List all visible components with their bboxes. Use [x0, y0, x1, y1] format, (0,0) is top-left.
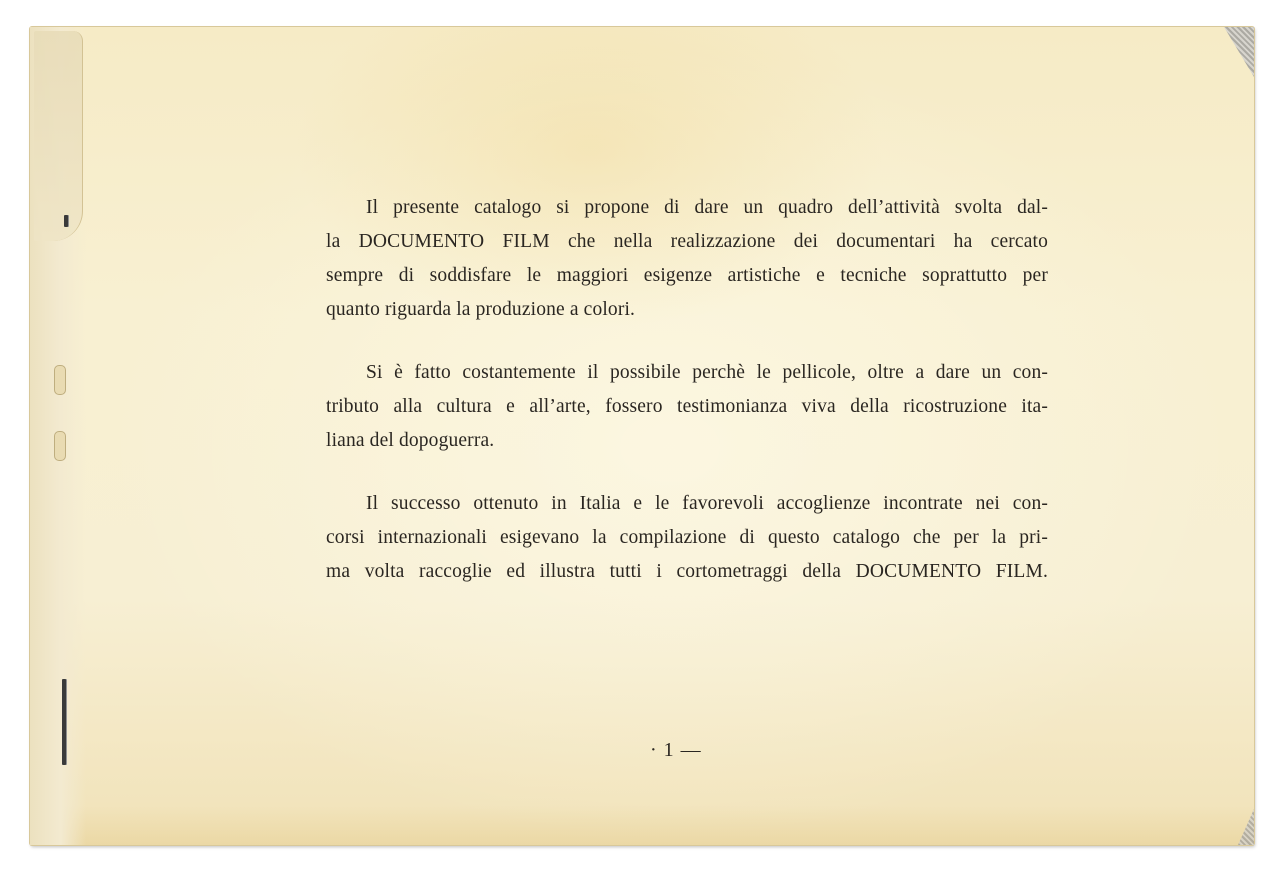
text-line: liana del dopoguerra. [326, 430, 495, 451]
text-line: Il presente catalogo si propone di dare un quadro dell’attività svolta dal- [366, 197, 1048, 218]
text-line: la DOCUMENTO FILM che nella realizzazione dei documentari ha cercato [326, 231, 1048, 252]
body-text [326, 191, 1048, 618]
paragraph-1 [326, 191, 1048, 327]
staple [64, 215, 68, 227]
paragraph-3 [326, 487, 1048, 589]
text-line: sempre di soddisfare le maggiori esigenze artistiche e tecniche soprattutto per [326, 265, 1048, 286]
text-line: Il successo ottenuto in Italia e le favorevoli accoglienze incontrate nei con- [366, 493, 1048, 514]
staple [62, 679, 66, 765]
page-age-tint [30, 805, 1254, 845]
text-line: tributo alla cultura e all’arte, fossero testimonianza viva della ricostruzione ita- [326, 396, 1048, 417]
binding-hole [54, 431, 66, 461]
text-line: Si è fatto costantemente il possibile perchè le pellicole, oltre a dare un con- [366, 362, 1048, 383]
text-line: quanto riguarda la produzione a colori. [326, 299, 636, 320]
paragraph-2 [326, 356, 1048, 458]
text-line: corsi internazionali esigevano la compilazione di questo catalogo che per la pri- [326, 527, 1048, 548]
text-line: ma volta raccoglie ed illustra tutti i cortometraggi della DOCUMENTO FILM. [326, 561, 1048, 582]
page-number: · 1 — [650, 739, 702, 761]
binding-hole [54, 365, 66, 395]
page-corner-top-right [1224, 27, 1254, 77]
catalog-page [30, 27, 1254, 845]
torn-binding-paper [34, 31, 83, 241]
